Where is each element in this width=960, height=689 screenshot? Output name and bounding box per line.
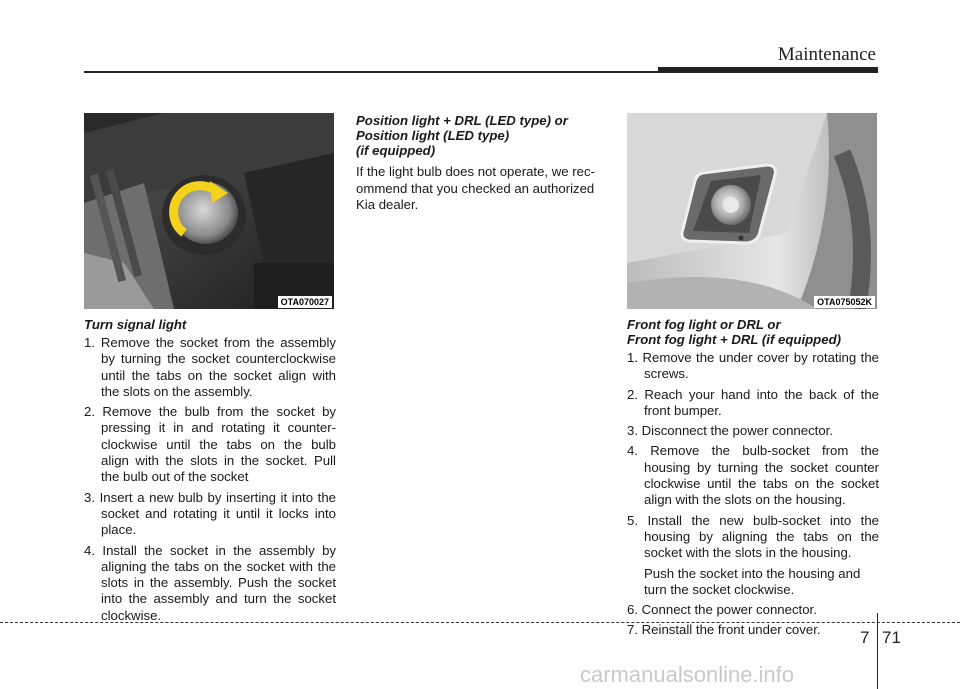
- footer-dashed-line: [0, 622, 960, 623]
- list-item: 1. Remove the socket from the assembly by turning the socket counterclockwise until the tabs on the socket align with the slots on the assembly.: [84, 335, 336, 399]
- section-heading: (if equipped): [356, 143, 436, 158]
- right-column: [627, 113, 879, 643]
- turn-signal-figure: [84, 113, 334, 309]
- fog-light-illustration: [627, 113, 877, 309]
- list-item: 1. Remove the under cover by rotating the screws.: [627, 350, 879, 382]
- list-item: 3. Disconnect the power connector.: [627, 423, 833, 439]
- section-heading: Front fog light + DRL (if equipped): [627, 332, 842, 347]
- list-item: 4. Install the socket in the assembly by aligning the tabs on the socket with the slots in the assembly. Push the socket into the assembly and turn the socket clockwise.: [84, 542, 336, 623]
- list-item: 3. Insert a new bulb by inserting it into the socket and rotating it until it locks into place.: [84, 489, 336, 538]
- middle-column: [356, 113, 606, 214]
- turn-signal-illustration: [84, 113, 334, 309]
- list-item: 6. Connect the power connector.: [627, 602, 817, 618]
- steps-list: [627, 350, 879, 562]
- body-text: If the light bulb does not operate, we rec-ommend that you checked an authorized Kia dealer.: [356, 164, 595, 212]
- chapter-number: 7: [860, 628, 870, 647]
- section-heading: Position light + DRL (LED type) or: [356, 113, 568, 128]
- section-heading: Turn signal light: [84, 317, 187, 332]
- header-rule: [84, 71, 664, 73]
- figure-code: OTA075052K: [814, 296, 875, 308]
- figure-code: OTA070027: [278, 296, 332, 308]
- section-heading: Front fog light or DRL or: [627, 317, 781, 332]
- page-separator: [877, 613, 878, 689]
- list-item: 4. Remove the bulb-socket from the housing by turning the socket counter clockwise until the tabs on the socket align with the slots on the housing.: [627, 443, 879, 508]
- list-item: 7. Reinstall the front under cover.: [627, 622, 821, 638]
- list-item: 2. Reach your hand into the back of the front bumper.: [627, 386, 879, 418]
- list-item: 2. Remove the bulb from the socket by pressing it in and rotating it counter-clockwise until the tabs on the bulb align with the slots in the socket. Pull the bulb out of the socket: [84, 404, 336, 485]
- list-item: 5. Install the new bulb-socket into the housing by aligning the tabs on the socket with the slots in the housing.: [627, 512, 879, 561]
- page-number: 71: [882, 628, 901, 647]
- section-heading: Position light (LED type): [356, 128, 510, 143]
- watermark: carmanualsonline.info: [580, 662, 795, 687]
- left-column: [84, 113, 336, 628]
- steps-list: [84, 335, 336, 624]
- header-title: Maintenance: [777, 44, 876, 65]
- steps-list: [627, 602, 879, 639]
- fog-light-figure: [627, 113, 877, 309]
- step-note: Push the socket into the housing and turn the socket clockwise.: [644, 565, 861, 597]
- header-rule-thick: [658, 67, 878, 73]
